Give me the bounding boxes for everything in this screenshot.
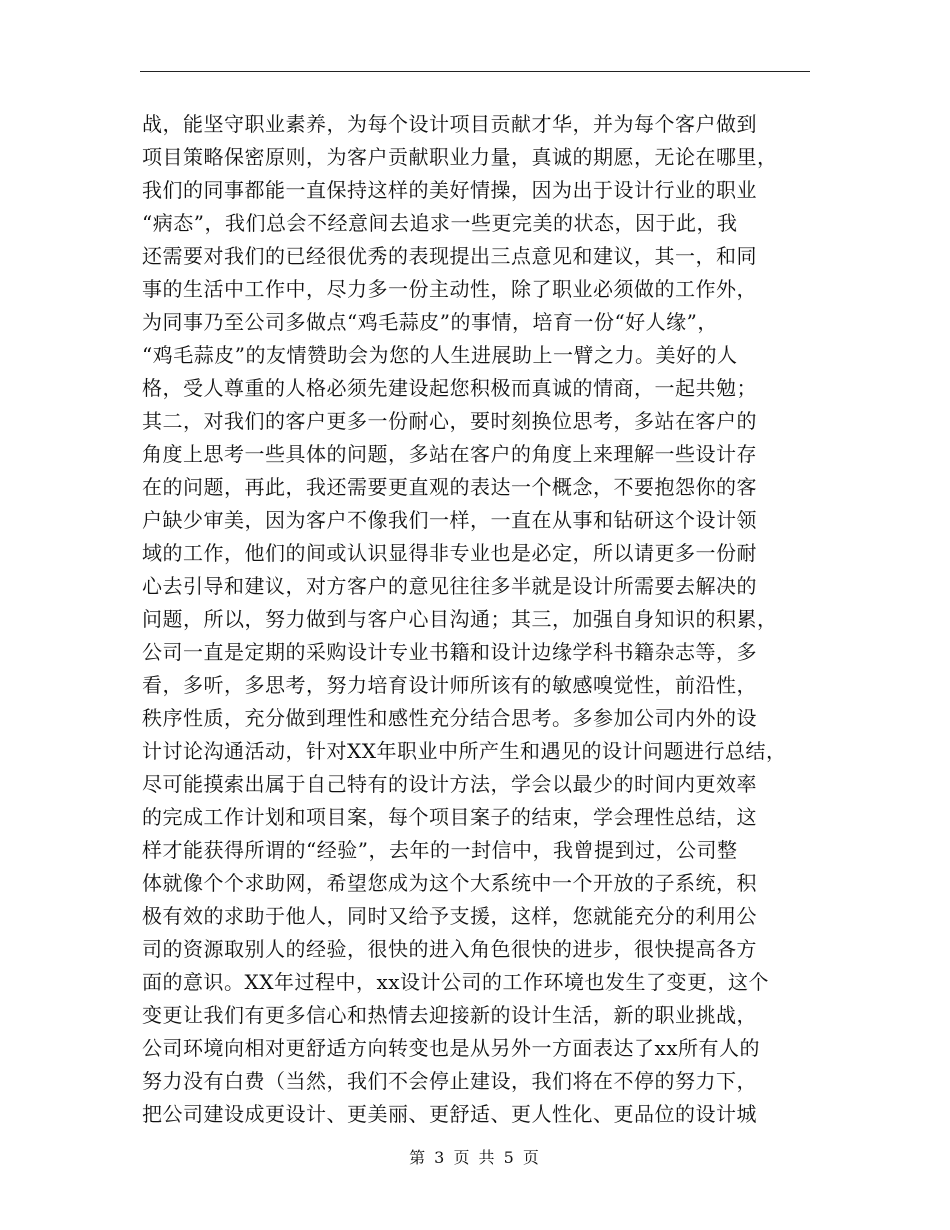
text-line: 我们的同事都能一直保持这样的美好情操，因为出于设计行业的职业 <box>142 178 757 202</box>
text-line: 其二，对我们的客户更多一份耐心，要时刻换位思考，多站在客户的 <box>142 409 757 433</box>
text-line: 样才能获得所谓的“经验”，去年的一封信中，我曾提到过，公司整 <box>142 838 738 862</box>
text-line: 心去引导和建议，对方客户的意见往往多半就是设计所需要去解决的 <box>142 574 757 598</box>
text-line: 的完成工作计划和项目案，每个项目案子的结束，学会理性总结，这 <box>142 805 757 829</box>
text-line: 战，能坚守职业素养，为每个设计项目贡献才华，并为每个客户做到 <box>142 112 757 136</box>
text-line: 秩序性质，充分做到理性和感性充分结合思考。多参加公司内外的设 <box>142 706 757 730</box>
text-line: “鸡毛蒜皮”的友情赞助会为您的人生进展助上一臂之力。美好的人 <box>142 343 738 367</box>
text-line: 看，多听，多思考，努力培育设计师所该有的敏感嗅觉性，前沿性， <box>142 673 757 697</box>
text-line: 域的工作，他们的间或认识显得非专业也是必定，所以请更多一份耐 <box>142 541 757 565</box>
text-line: 体就像个个求助网，希望您成为这个大系统中一个开放的子系统，积 <box>142 871 757 895</box>
text-line: 把公司建设成更设计、更美丽、更舒适、更人性化、更品位的设计城 <box>142 1102 757 1126</box>
text-line: 事的生活中工作中，尽力多一份主动性，除了职业必须做的工作外， <box>142 277 757 301</box>
text-line: 户缺少审美，因为客户不像我们一样，一直在从事和钻研这个设计领 <box>142 508 757 532</box>
body-text <box>142 108 810 1131</box>
text-line: 还需要对我们的已经很优秀的表现提出三点意见和建议，其一，和同 <box>142 244 757 268</box>
text-line: 格，受人尊重的人格必须先建设起您积极而真诚的情商，一起共勉； <box>142 376 757 400</box>
text-line: 变更让我们有更多信心和热情去迎接新的设计生活，新的职业挑战， <box>142 1003 757 1027</box>
text-line: 问题，所以，努力做到与客户心目沟通；其三，加强自身知识的积累， <box>142 607 778 631</box>
text-line: 司的资源取别人的经验，很快的进入角色很快的进步，很快提高各方 <box>142 937 757 961</box>
text-line: 公司一直是定期的采购设计专业书籍和设计边缘学科书籍杂志等，多 <box>142 640 757 664</box>
page-number-footer: 第 3 页 共 5 页 <box>409 1148 541 1167</box>
text-line: 努力没有白费（当然，我们不会停止建设，我们将在不停的努力下， <box>142 1069 757 1093</box>
text-line: 项目策略保密原则，为客户贡献职业力量，真诚的期愿，无论在哪里， <box>142 145 778 169</box>
text-line: 计讨论沟通活动，针对XX年职业中所产生和遇见的设计问题进行总结， <box>142 739 787 763</box>
text-line: 公司环境向相对更舒适方向转变也是从另外一方面表达了xx所有人的 <box>142 1036 761 1060</box>
text-line: 面的意识。XX年过程中，xx设计公司的工作环境也发生了变更，这个 <box>142 970 770 994</box>
text-line: 为同事乃至公司多做点“鸡毛蒜皮”的事情，培育一份“好人缘”， <box>142 310 718 334</box>
header-rule <box>140 71 810 72</box>
text-line: 极有效的求助于他人，同时又给予支援，这样，您就能充分的利用公 <box>142 904 757 928</box>
text-line: “病态”，我们总会不经意间去追求一些更完美的状态，因于此，我 <box>142 211 738 235</box>
text-line: 角度上思考一些具体的问题，多站在客户的角度上来理解一些设计存 <box>142 442 757 466</box>
text-line: 尽可能摸索出属于自己特有的设计方法，学会以最少的时间内更效率 <box>142 772 757 796</box>
text-line: 在的问题，再此，我还需要更直观的表达一个概念，不要抱怨你的客 <box>142 475 757 499</box>
